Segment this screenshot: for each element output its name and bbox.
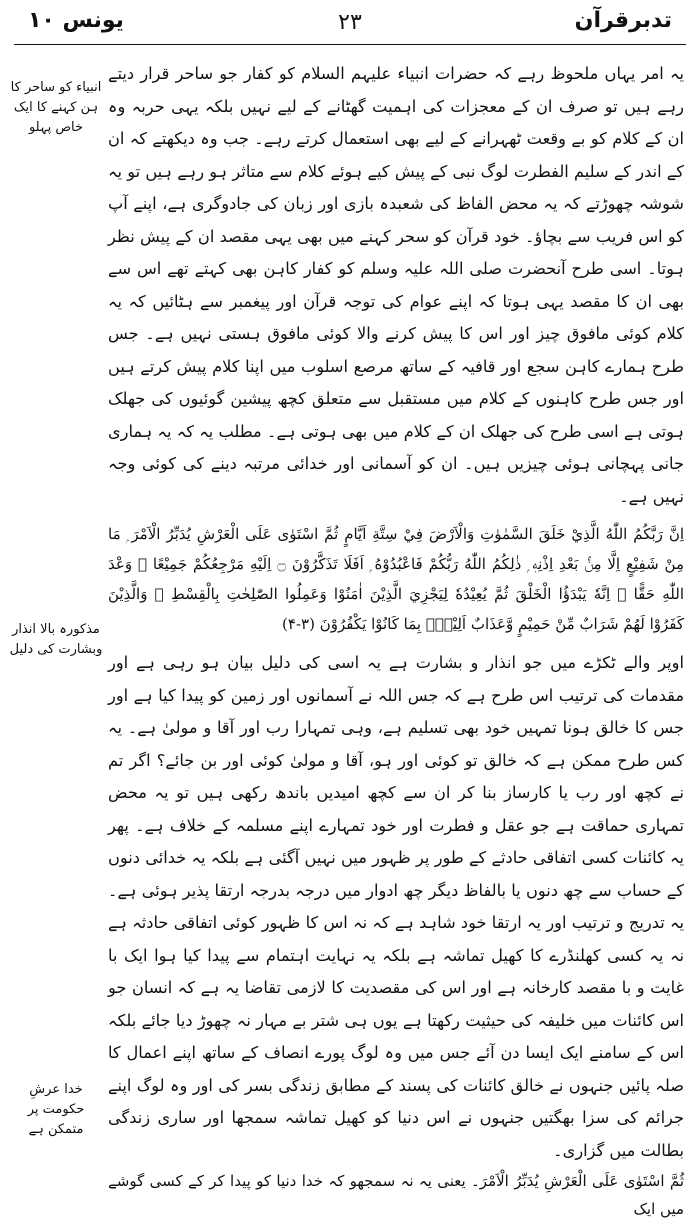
paragraph: یہ امر یہاں ملحوظ رہے کہ حضرات انبیاء علیہم السلام کو کفار جو ساحر قرار دیتے رہے ہیں تو صرف ان کے معجزات کی اہمیت گھٹانے کے لیے نہیں بلکہ یہی حربہ وہ ان کے کلام کو بے وقعت ٹھہرانے کے لیے بھی استعمال کرتے رہے۔ جب وہ دیکھتے کہ ان کے اندر کے سلیم الفطرت لوگ نبی کے پیش کیے ہوئے کلام سے متاثر ہو رہے ہیں تو یہ شوشہ چھوڑتے کہ یہ محض الفاظ کی شعبدہ بازی اور زبان کی جادوگری ہے، اپنے آپ کو اس فریب سے بچاؤ۔ خود قرآن کو سحر کہنے میں بھی یہی مقصد ان کے پیش نظر ہوتا۔ اسی طرح آنحضرت صلی اللہ علیہ وسلم کو کفار کاہن بھی کہتے تھے اس سے بھی ان کا مقصد یہی ہوتا کہ اپنے عوام کی توجہ قرآن اور پیغمبر سے ہٹائیں کہ یہ کلام کوئی مافوق چیز اور اس کا پیش کرنے والا کوئی مافوق ہستی نہیں ہے۔ جس طرح ہمارے کاہن سجع اور قافیہ کے ساتھ مرصع اسلوب میں اپنا کلام پیش کرتے ہیں اور جس طرح کاہنوں کے کلام میں مستقبل سے متعلق کچھ پیشین گوئیوں کی جھلک ہوتی ہے اسی طرح کی جھلک ان کے کلام میں بھی ہوتی ہے۔ مطلب یہ کہ یہ ہماری جانی پہچانی ہوئی چیزیں ہیں۔ ان کو آسمانی اور خدائی مرتبہ دینے کی کوئی وجہ نہیں ہے۔: [108, 64, 684, 506]
surah-label: یونس ۱۰: [28, 8, 124, 33]
margin-notes: [0, 0, 110, 1139]
margin-note-evidence: مذکورہ بالا انذار وبشارت کی دلیل: [9, 622, 103, 657]
page-number: ۲۳: [338, 10, 362, 35]
margin-note-throne: خدا عرشِ حکومت پر متمکن ہے: [27, 1082, 85, 1137]
margin-note-soothsayer: انبیاء کو ساحر کا ہن کہنے کا ایک خاص پہلو: [10, 80, 102, 135]
paragraph: اوپر والے ٹکڑے میں جو انذار و بشارت ہے یہ اسی کی دلیل بیان ہو رہی ہے اور مقدمات کی ترتیب اس طرح ہے کہ جس اللہ نے آسمانوں اور زمین کو پیدا کیا ہے اور جس کا خالق ہونا تمہیں خود بھی تسلیم ہے، وہی تمہارا رب اور آقا و مولیٰ ہے۔ یہ کس طرح ممکن ہے کہ خالق تو کوئی اور ہو، آقا و مولیٰ کوئی اور بن جائے؟ اگر تم نے کچھ اور رب یا کارساز بنا کر ان سے کچھ امیدیں باندھ رکھی ہیں تو یہ محض تمہاری حماقت ہے جو عقل و فطرت اور خود تمہارے اپنے مسلمہ کے خلاف ہے۔ پھر یہ کائنات کسی اتفاقی حادثے کے طور پر ظہور میں نہیں آگئی ہے بلکہ یہ خدائی دنوں کے حساب سے چھ دنوں یا بالفاظ دیگر چھ ادوار میں درجہ بدرجہ ارتقا پذیر ہوئی ہے۔ یہ تدریج و ترتیب اور یہ ارتقا خود شاہد ہے کہ نہ اس کا ظہور کوئی اتفاقی حادثہ ہے نہ یہ کسی کھلنڈرے کا کھیل تماشہ ہے بلکہ یہ نہایت اہتمام سے پیدا کیا ہوا ایک با غایت و با مقصد کارخانہ ہے اور اس کی مقصدیت کا لازمی تقاضا یہ ہے کہ انسان جو اس کائنات میں خلیفہ کی حیثیت رکھتا ہے یوں ہی شتر بے مہار نہ چھوڑ دیا جائے بلکہ اس کے سامنے ایک ایسا دن آئے جس میں وہ لوگ پورے انصاف کے ساتھ اپنے اعمال کا صلہ پائیں جنہوں نے خالق کائنات کی پسند کے مطابق زندگی بسر کی اور وہ لوگ اپنے جرائم کی سزا بھگتیں جنہوں نے اس دنیا کو کھیل تماشہ سمجھا اور ساری زندگی بطالت میں گزاری۔: [108, 653, 684, 1160]
quran-verse: اِنَّ رَبَّكُمُ اللّٰهُ الَّذِيْ خَلَقَ السَّمٰوٰتِ وَالْاَرْضَ فِيْ سِتَّةِ اَيَّامٍ ثُمَّ اسْتَوٰى عَلَى الْعَرْشِ يُدَبِّرُ الْاَمْرَ ۭ مَا مِنْ شَفِيْعٍ اِلَّا مِنْۢ بَعْدِ اِذْنِهٖ ۭ ذٰلِكُمُ اللّٰهُ رَبُّكُمْ فَاعْبُدُوْهُ ۭ اَفَلَا تَذَكَّرُوْنَ ۝ اِلَيْهِ مَرْجِعُكُمْ جَمِيْعًا ۭ وَعْدَ اللّٰهِ حَقًّا ۭ اِنَّهٗ يَبْدَؤُا الْخَلْقَ ثُمَّ يُعِيْدُهٗ لِيَجْزِيَ الَّذِيْنَ اٰمَنُوْا وَعَمِلُوا الصّٰلِحٰتِ بِالْقِسْطِ ۭ وَالَّذِيْنَ كَفَرُوْا لَهُمْ شَرَابٌ مِّنْ حَمِيْمٍ وَّعَذَابٌ اَلِيْمٌۢ بِمَا كَانُوْا يَكْفُرُوْنَ (۳-۴): [108, 525, 684, 633]
final-line: ثُمَّ اسْتَوٰى عَلَى الْعَرْشِ يُدَبِّرُ الْاَمْرَ۔ یعنی یہ نہ سمجھو کہ خدا دنیا کو پیدا کر کے کسی گوشے میں ایک: [108, 1172, 684, 1218]
book-title: تدبرقرآن: [574, 8, 672, 33]
header-rule: [14, 44, 686, 45]
main-text: [108, 58, 684, 1223]
